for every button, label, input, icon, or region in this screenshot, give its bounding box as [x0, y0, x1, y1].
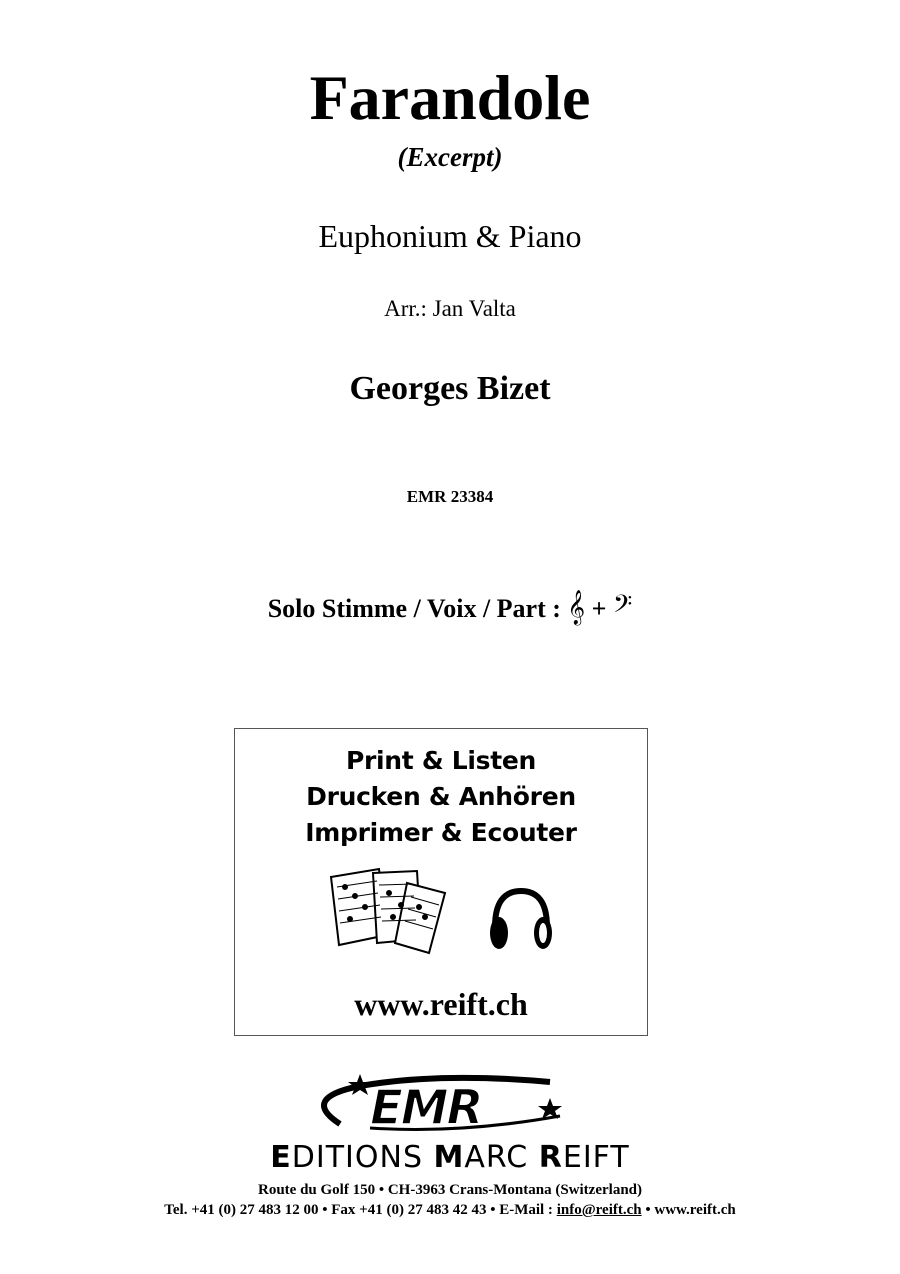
piece-subtitle: (Excerpt): [397, 142, 503, 172]
piece-title: Farandole: [309, 62, 591, 133]
catalog-number: EMR 23384: [406, 487, 494, 506]
publisher-contact: Tel. +41 (0) 27 483 12 00 • Fax +41 (0) 27 483 42 43 • E-Mail : info@reift.ch • www.reift.ch: [164, 1202, 736, 1218]
treble-clef-icon: 𝄞: [567, 590, 586, 625]
instrumentation: Euphonium & Piano: [318, 218, 582, 254]
part-line: [0, 590, 900, 627]
bass-clef-icon: 𝄢: [612, 590, 633, 625]
promo-line-fr: Imprimer & Ecouter: [305, 818, 577, 847]
email-link[interactable]: info@reift.ch: [556, 1202, 642, 1218]
publisher-name: EDITIONS MARC REIFT: [270, 1140, 630, 1175]
headphones-icon: [485, 883, 557, 955]
publisher-address: Route du Golf 150 • CH-3963 Crans-Montana (Switzerland): [258, 1182, 642, 1198]
promo-url: www.reift.ch: [354, 986, 528, 1022]
emr-logo: [300, 1068, 600, 1138]
print-listen-box: [234, 728, 648, 1036]
svg-text:EMR: EMR: [370, 1080, 482, 1136]
promo-line-en: Print & Listen: [345, 746, 537, 775]
promo-line-de: Drucken & Anhören: [306, 782, 576, 811]
part-label: Solo Stimme / Voix / Part :: [267, 594, 561, 623]
arranger: Arr.: Jan Valta: [384, 296, 516, 321]
sheet-music-icon: [325, 865, 455, 955]
composer: Georges Bizet: [349, 370, 551, 407]
part-plus: +: [591, 594, 607, 623]
